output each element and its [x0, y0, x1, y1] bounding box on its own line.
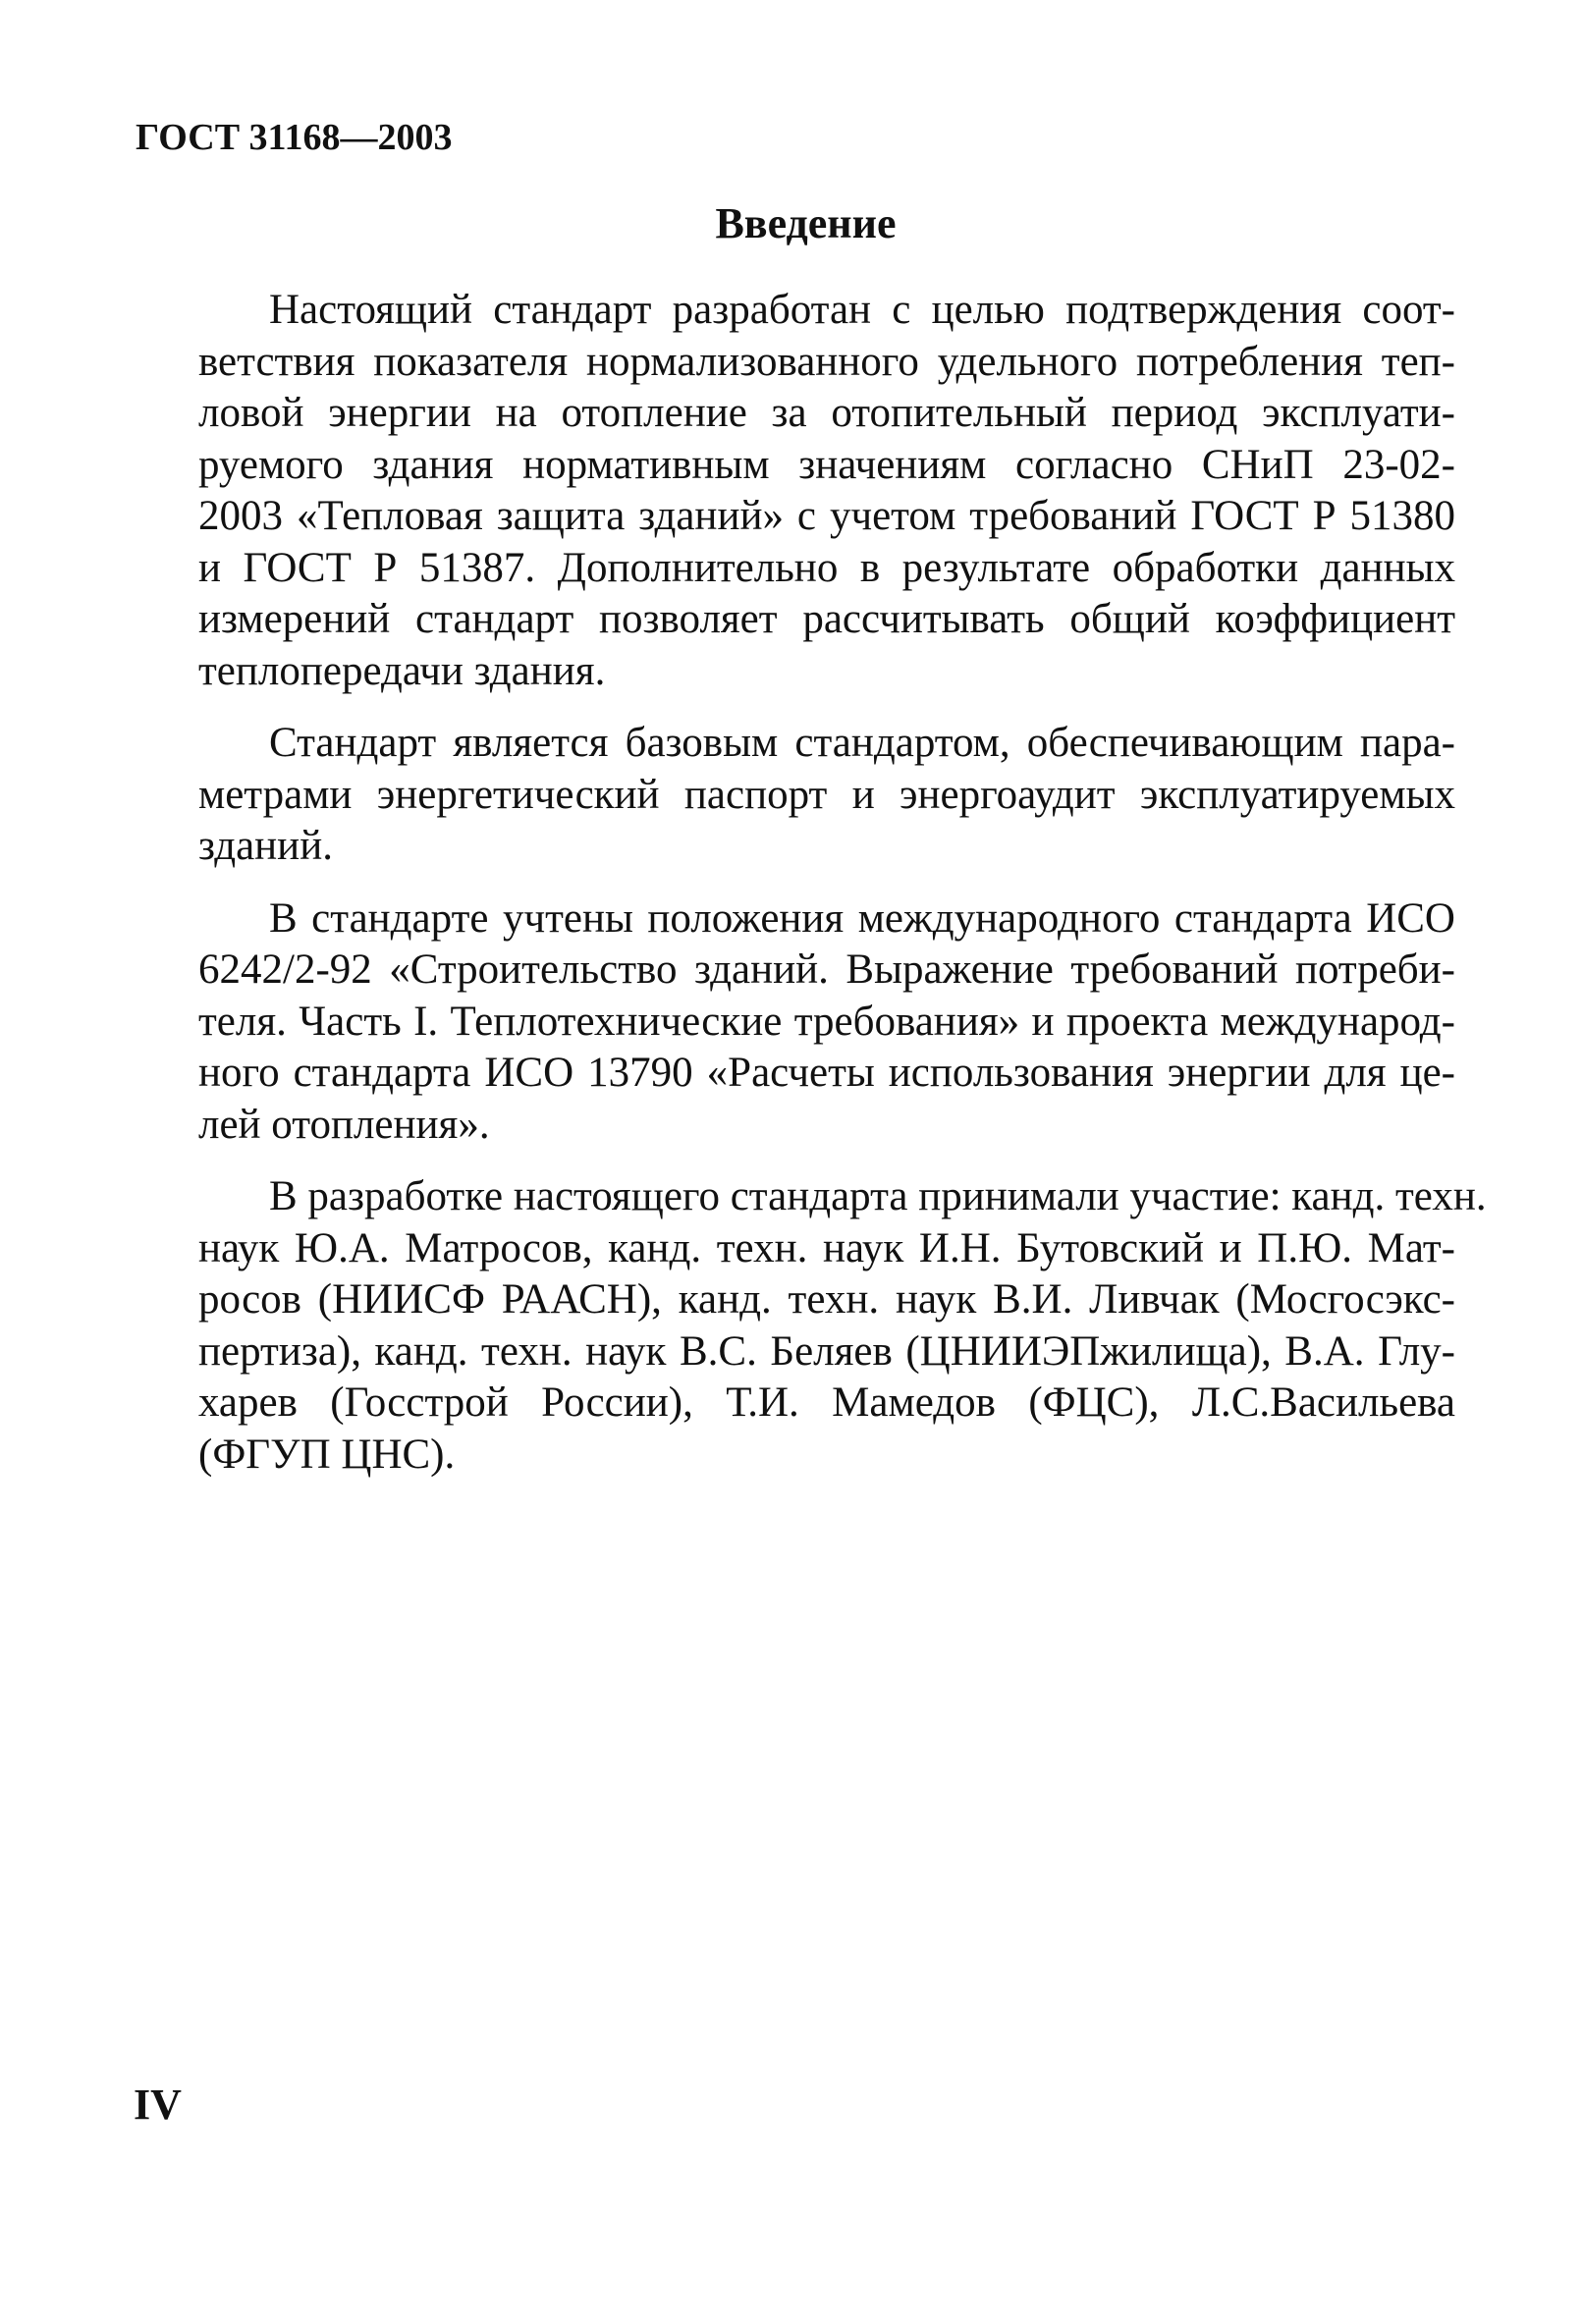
text-line: Настоящий стандарт разработан с целью подтверждения соот-: [269, 287, 1455, 333]
text-line: теля. Часть I. Теплотехнические требования» и проекта международ-: [198, 998, 1455, 1045]
text-line: В стандарте учтены положения международного стандарта ИСО: [269, 894, 1455, 942]
text-line: лей отопления».: [198, 1101, 490, 1148]
text-line: 6242/2-92 «Строительство зданий. Выражение требований потреби-: [198, 946, 1455, 993]
text-line: ловой энергии на отопление за отопительный период эксплуати-: [198, 390, 1455, 436]
text-line: харев (Госстрой России), Т.И. Мамедов (ФЦС), Л.С.Васильева: [198, 1379, 1455, 1426]
text-line: 2003 «Тепловая защита зданий» с учетом требований ГОСТ Р 51380: [198, 493, 1455, 539]
text-line: наук Ю.А. Матросов, канд. техн. наук И.Н. Бутовский и П.Ю. Мат-: [198, 1224, 1455, 1271]
text-line: измерений стандарт позволяет рассчитывать общий коэффициент: [198, 596, 1455, 642]
text-line: и ГОСТ Р 51387. Дополнительно в результате обработки данных: [198, 544, 1455, 591]
text-line: пертиза), канд. техн. наук В.С. Беляев (ЦНИИЭПжилища), В.А. Глу-: [198, 1327, 1455, 1375]
text-line: теплопередачи здания.: [198, 647, 606, 694]
text-line: ветствия показателя нормализованного удельного потребления теп-: [198, 338, 1455, 385]
text-line: метрами энергетический паспорт и энергоаудит эксплуатируемых: [198, 771, 1455, 818]
document-code: ГОСТ 31168—2003: [136, 117, 453, 158]
text-line: росов (НИИСФ РААСН), канд. техн. наук В.И. Ливчак (Мосгосэкс-: [198, 1276, 1455, 1323]
paragraph-purpose: [198, 285, 1455, 697]
text-line: (ФГУП ЦНС).: [198, 1431, 456, 1478]
text-line: В разработке настоящего стандарта принимали участие: канд. техн.: [269, 1173, 1487, 1219]
paragraph-base-standard: [198, 718, 1455, 873]
text-line: ного стандарта ИСО 13790 «Расчеты использования энергии для це-: [198, 1050, 1455, 1096]
text-line: зданий.: [198, 823, 333, 869]
page-number: IV: [134, 2081, 182, 2129]
body-text: [198, 285, 1487, 1501]
paragraph-authors: [198, 1171, 1487, 1481]
paragraph-international: [198, 893, 1455, 1152]
text-line: Стандарт является базовым стандартом, обеспечивающим пара-: [269, 720, 1455, 766]
section-title: Введение: [715, 199, 897, 247]
text-line: руемого здания нормативным значениям согласно СНиП 23-02-: [198, 441, 1455, 488]
